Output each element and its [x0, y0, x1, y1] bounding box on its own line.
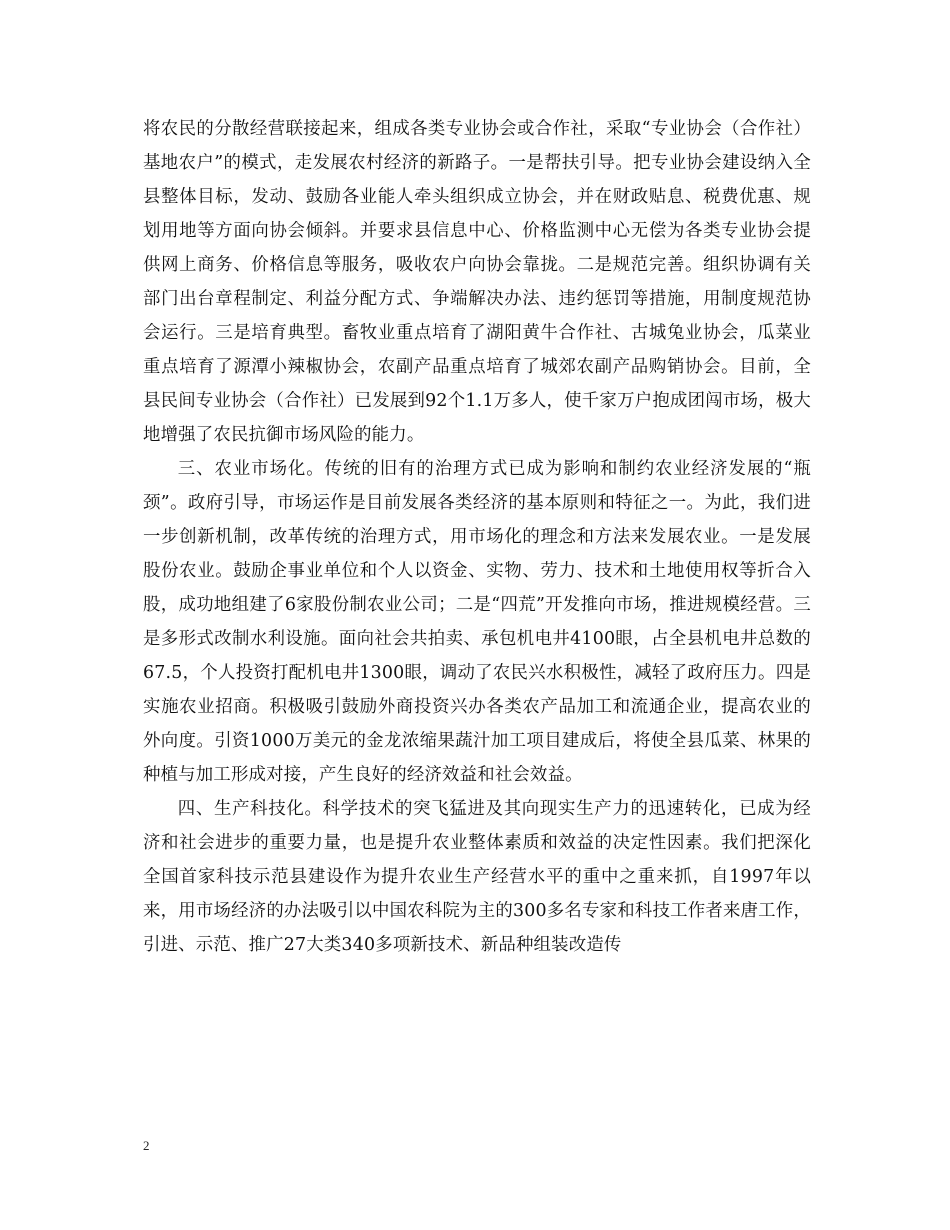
- paragraph-agricultural-marketization: 三、农业市场化。传统的旧有的治理方式已成为影响和制约农业经济发展的“瓶颈”。政府引导，市场运作是目前发展各类经济的基本原则和特征之一。为此，我们进一步创新机制，改革传统的治理方式，用市场化的理念和方法来发展农业。一是发展股份农业。鼓励企事业单位和个人以资金、实物、劳力、技术和土地使用权等折合入股，成功地组建了6家股份制农业公司；二是“四荒”开发推向市场，推进规模经营。三是多形式改制水利设施。面向社会共拍卖、承包机电井4100眼，占全县机电井总数的67.5，个人投资打配机电井1300眼，调动了农民兴水积极性，减轻了政府压力。四是实施农业招商。积极吸引鼓励外商投资兴办各类农产品加工和流通企业，提高农业的外向度。引资1000万美元的金龙浓缩果蔬汁加工项目建成后，将使全县瓜菜、林果的种植与加工形成对接，产生良好的经济效益和社会效益。: [143, 459, 811, 785]
- document-body: [143, 112, 811, 962]
- page-number: 2: [143, 1138, 150, 1153]
- paragraph-cooperative-associations: 将农民的分散经营联接起来，组成各类专业协会或合作社，采取“专业协会（合作社）基地农户”的模式，走发展农村经济的新路子。一是帮扶引导。把专业协会建设纳入全县整体目标，发动、鼓励各业能人牵头组织成立协会，并在财政贴息、税费优惠、规划用地等方面向协会倾斜。并要求县信息中心、价格监测中心无偿为各类专业协会提供网上商务、价格信息等服务，吸收农户向协会靠拢。二是规范完善。组织协调有关部门出台章程制定、利益分配方式、争端解决办法、违约惩罚等措施，用制度规范协会运行。三是培育典型。畜牧业重点培育了湖阳黄牛合作社、古城兔业协会，瓜菜业重点培育了源潭小辣椒协会，农副产品重点培育了城郊农副产品购销协会。目前，全县民间专业协会（合作社）已发展到92个1.1万多人，使千家万户抱成团闯市场，极大地增强了农民抗御市场风险的能力。: [143, 119, 811, 445]
- paragraph-production-technology: 四、生产科技化。科学技术的突飞猛进及其向现实生产力的迅速转化，已成为经济和社会进步的重要力量，也是提升农业整体素质和效益的决定性因素。我们把深化全国首家科技示范县建设作为提升农业生产经营水平的重中之重来抓，自1997年以来，用市场经济的办法吸引以中国农科院为主的300多名专家和科技工作者来唐工作，引进、示范、推广27大类340多项新技术、新品种组装改造传: [143, 799, 811, 955]
